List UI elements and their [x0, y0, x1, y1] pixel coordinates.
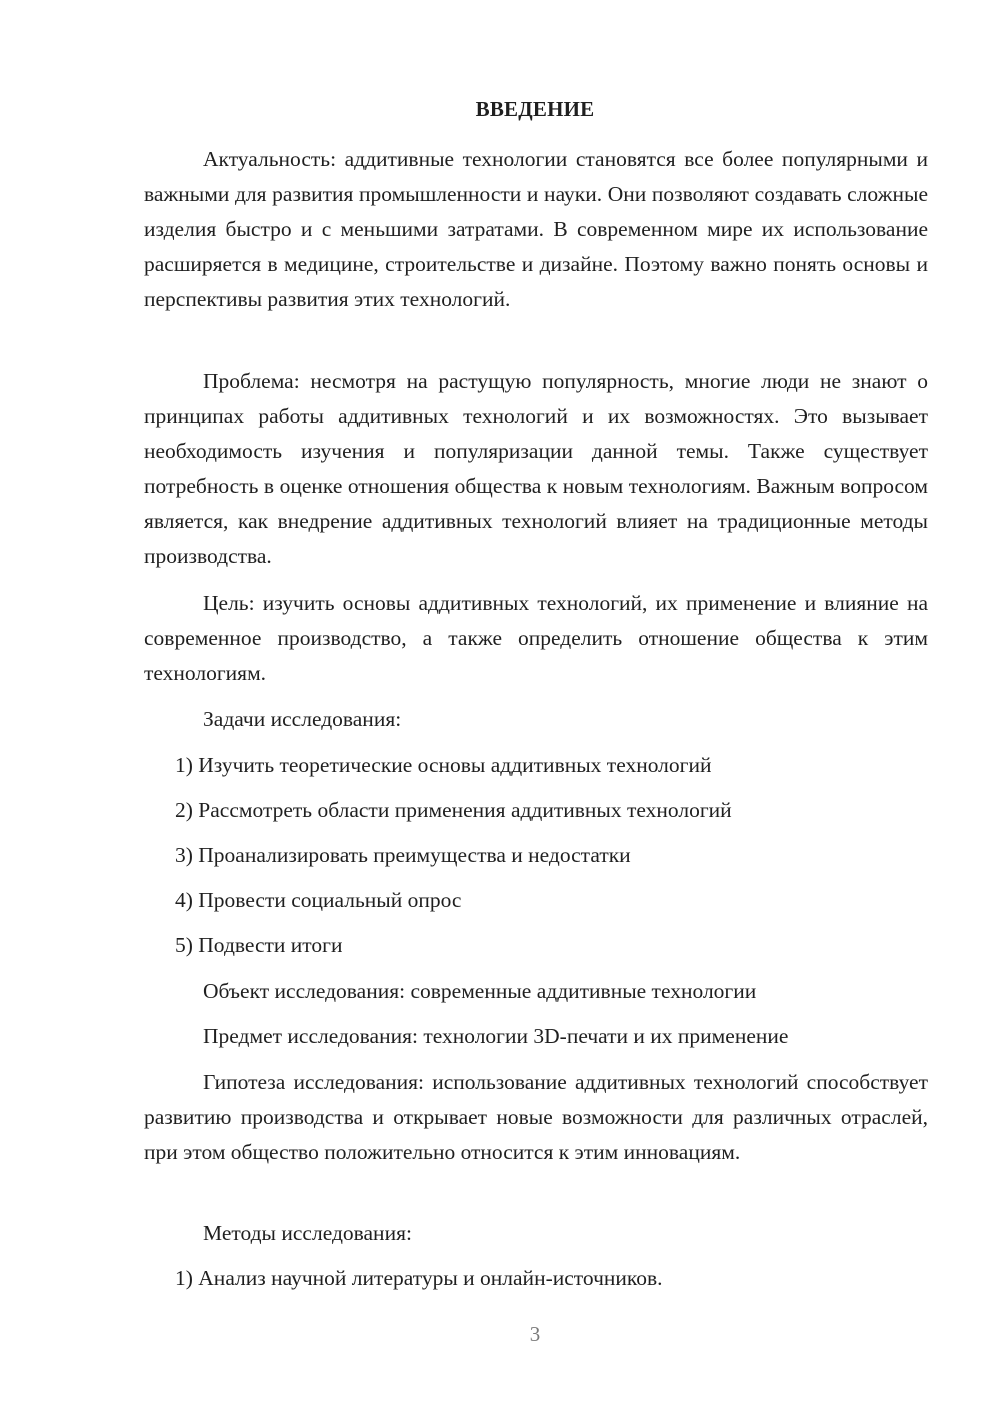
research-subject: Предмет исследования: технологии 3D-печати и их применение: [203, 1024, 789, 1048]
section-title: ВВЕДЕНИЕ: [475, 97, 595, 121]
problem-paragraph: Проблема: несмотря на растущую популярность, многие люди не знают о принципах работы аддитивных технологий и их возможностях. Это вызывает необходимость изучения и популяризации данной темы. Также существует потребность в оценке отношения общества к новым технологиям. Важным вопросом является, как внедрение аддитивных технологий влияет на традиционные методы производства.: [144, 369, 928, 568]
hypothesis-paragraph: Гипотеза исследования: использование аддитивных технологий способствует развитию производства и открывает новые возможности для различных отраслей, при этом общество положительно относится к этим инновациям.: [144, 1070, 928, 1164]
task-item: 3) Проанализировать преимущества и недостатки: [175, 843, 631, 867]
task-item: 2) Рассмотреть области применения аддитивных технологий: [175, 798, 732, 822]
relevance-paragraph: Актуальность: аддитивные технологии становятся все более популярными и важными для развития промышленности и науки. Они позволяют создавать сложные изделия быстро и с меньшими затратами. В современном мире их использование расширяется в медицине, строительстве и дизайне. Поэтому важно понять основы и перспективы развития этих технологий.: [144, 147, 928, 311]
methods-heading: Методы исследования:: [203, 1221, 412, 1245]
task-item: 4) Провести социальный опрос: [175, 888, 462, 912]
method-item: 1) Анализ научной литературы и онлайн-источников.: [175, 1266, 663, 1290]
task-item: 1) Изучить теоретические основы аддитивных технологий: [175, 753, 712, 777]
task-item: 5) Подвести итоги: [175, 933, 343, 957]
goal-paragraph: Цель: изучить основы аддитивных технологий, их применение и влияние на современное производство, а также определить отношение общества к этим технологиям.: [144, 591, 928, 685]
page-number: 3: [529, 1322, 541, 1346]
tasks-heading: Задачи исследования:: [203, 707, 402, 731]
research-object: Объект исследования: современные аддитивные технологии: [203, 979, 757, 1003]
